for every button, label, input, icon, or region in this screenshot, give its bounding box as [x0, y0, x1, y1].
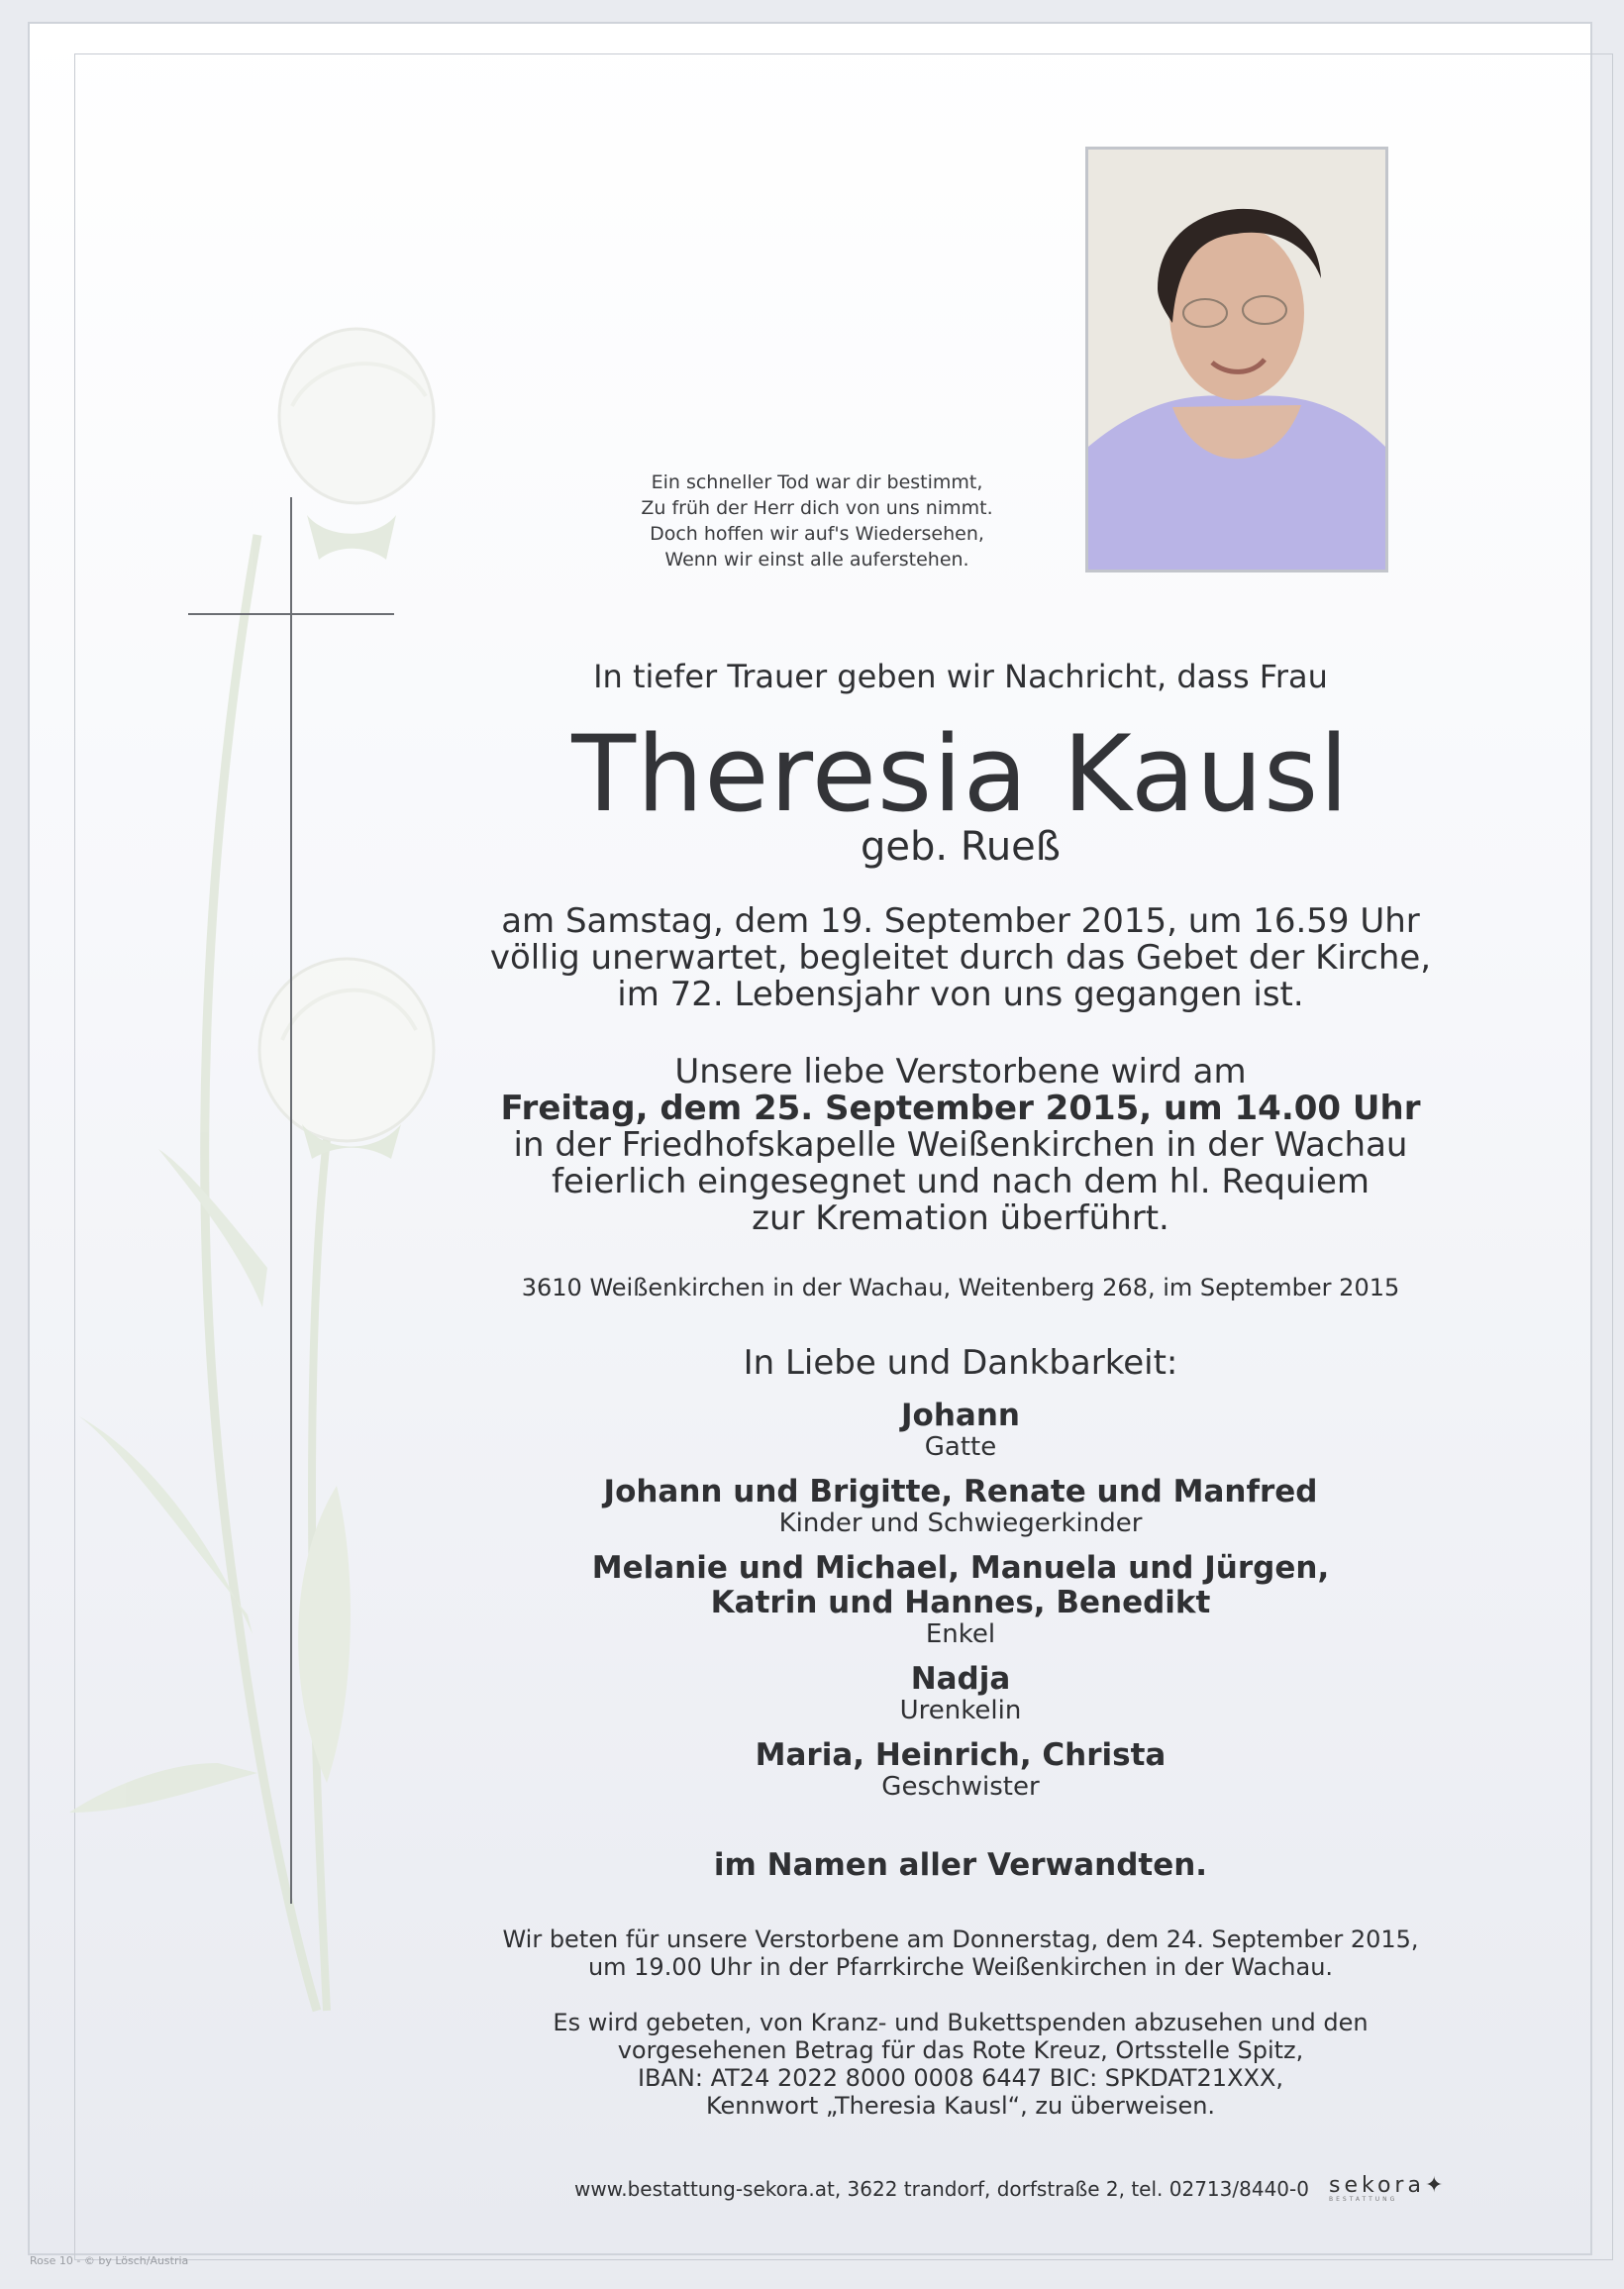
- family-role: Enkel: [925, 1619, 996, 1649]
- death-notice-line: völlig unerwartet, begleitet durch das Gebet der Kirche,: [489, 938, 1432, 978]
- intro-text: In tiefer Trauer geben wir Nachricht, dass Frau: [593, 658, 1328, 695]
- thanks-heading: In Liebe und Dankbarkeit:: [743, 1343, 1178, 1383]
- bird-icon: ✦: [1424, 2173, 1448, 2198]
- family-group: [465, 1738, 1456, 1801]
- logo-subtext: BESTATTUNG: [1329, 2196, 1398, 2203]
- ceremony-line: zur Kremation überführt.: [752, 1198, 1169, 1238]
- family-names: Nadja: [910, 1661, 1011, 1697]
- family-group: [465, 1662, 1456, 1724]
- ceremony-line: Unsere liebe Verstorbene wird am: [674, 1052, 1247, 1092]
- funeral-home-footer: www.bestattung-sekora.at, 3622 trandorf, dorfstraße 2, tel. 02713/8440-0: [574, 2177, 1309, 2201]
- donation-request: [465, 2009, 1456, 2120]
- deceased-name: Theresia Kausl: [571, 713, 1350, 835]
- poem-line: Doch hoffen wir auf's Wiedersehen,: [650, 523, 984, 545]
- prayer-line: um 19.00 Uhr in der Pfarrkirche Weißenkirchen in der Wachau.: [587, 1953, 1334, 1981]
- white-roses-illustration: [59, 327, 475, 2030]
- family-names: Maria, Heinrich, Christa: [755, 1737, 1167, 1773]
- family-names: Johann und Brigitte, Renate und Manfred: [603, 1474, 1318, 1509]
- design-credit: Rose 10 - © by Lösch/Austria: [30, 2254, 189, 2267]
- ceremony-notice: [465, 1054, 1456, 1237]
- family-names: Melanie und Michael, Manuela und Jürgen,: [591, 1550, 1330, 1586]
- death-notice: [465, 903, 1456, 1013]
- request-line: Es wird gebeten, von Kranz- und Bukettspenden abzusehen und den: [553, 2009, 1369, 2036]
- ceremony-line: feierlich eingesegnet und nach dem hl. Requiem: [552, 1162, 1370, 1201]
- cross-vertical-bar: [290, 497, 292, 1904]
- family-group: [465, 1399, 1456, 1461]
- logo-text: sekora: [1329, 2173, 1425, 2198]
- death-notice-line: im 72. Lebensjahr von uns gegangen ist.: [617, 975, 1304, 1014]
- poem-line: Wenn wir einst alle auferstehen.: [664, 549, 969, 571]
- family-role: Geschwister: [881, 1772, 1040, 1802]
- poem-line: Ein schneller Tod war dir bestimmt,: [651, 471, 983, 493]
- cross-horizontal-bar: [188, 613, 394, 615]
- family-role: Gatte: [924, 1432, 997, 1462]
- maiden-name: geb. Rueß: [861, 824, 1061, 870]
- prayer-line: Wir beten für unsere Verstorbene am Donnerstag, dem 24. September 2015,: [502, 1925, 1419, 1953]
- family-names: Katrin und Hannes, Benedikt: [710, 1585, 1211, 1620]
- family-role: Kinder und Schwiegerkinder: [778, 1509, 1143, 1538]
- ceremony-date: Freitag, dem 25. September 2015, um 14.00 Uhr: [500, 1089, 1421, 1128]
- family-list: [465, 1399, 1456, 1815]
- family-group: [465, 1475, 1456, 1537]
- poem-line: Zu früh der Herr dich von uns nimmt.: [641, 497, 993, 519]
- family-group: [465, 1551, 1456, 1648]
- family-names: Johann: [901, 1398, 1020, 1433]
- portrait-photo: [1085, 147, 1388, 572]
- request-line: IBAN: AT24 2022 8000 0008 6447 BIC: SPKDAT21XXX,: [637, 2064, 1284, 2092]
- all-relatives-line: im Namen aller Verwandten.: [713, 1847, 1208, 1883]
- request-line: Kennwort „Theresia Kausl“, zu überweisen.: [705, 2092, 1216, 2120]
- poem: [555, 469, 1079, 572]
- prayer-notice: [465, 1925, 1456, 1981]
- address-line: 3610 Weißenkirchen in der Wachau, Weitenberg 268, im September 2015: [521, 1274, 1400, 1301]
- ceremony-line: in der Friedhofskapelle Weißenkirchen in der Wachau: [513, 1125, 1408, 1165]
- request-line: vorgesehenen Betrag für das Rote Kreuz, Ortsstelle Spitz,: [617, 2036, 1304, 2064]
- family-role: Urenkelin: [899, 1696, 1022, 1725]
- sekora-logo: [1329, 2173, 1447, 2203]
- death-notice-line: am Samstag, dem 19. September 2015, um 16.59 Uhr: [501, 901, 1420, 941]
